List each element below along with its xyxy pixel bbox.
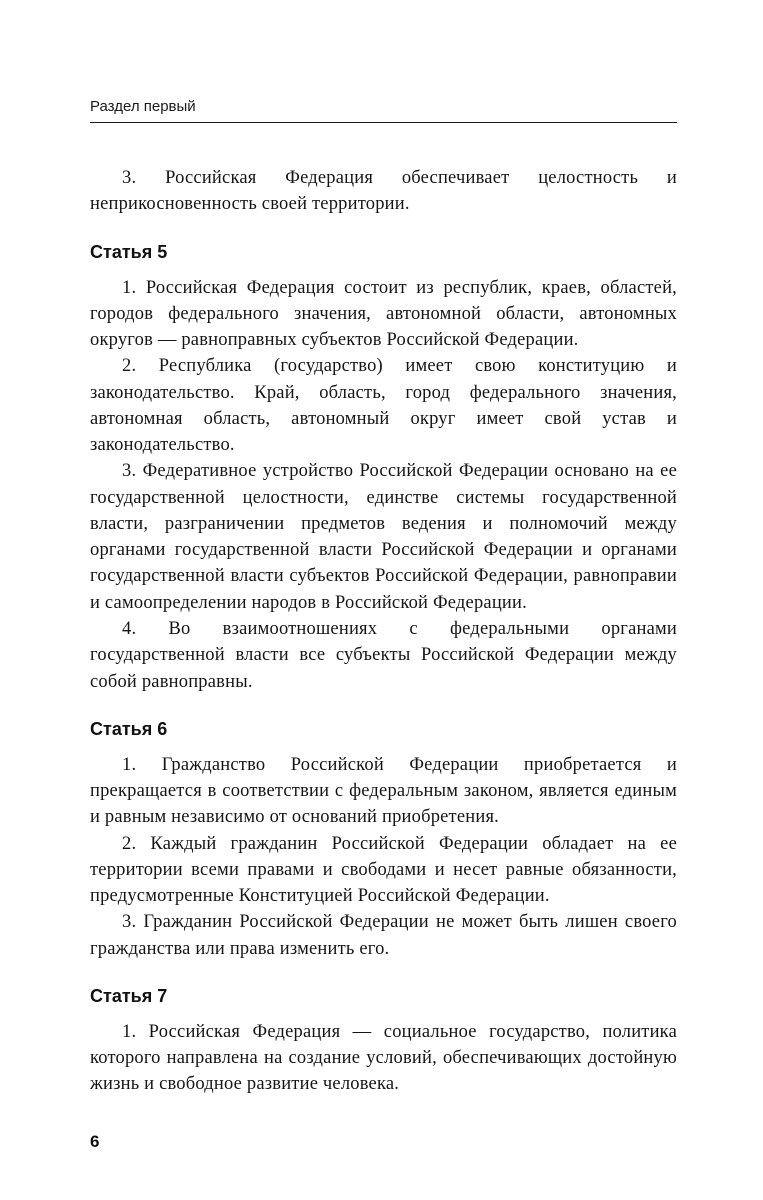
paragraph: 4. Во взаимоотношениях с федеральными органами государственной власти все субъекты Российской Федерации между собой равноправны.	[90, 618, 677, 692]
paragraph: 1. Российская Федерация — социальное государство, политика которого направлена на создание условий, обеспечивающих достойную жизнь и свободное развитие человека.	[90, 1021, 677, 1095]
paragraph: 1. Гражданство Российской Федерации приобретается и прекращается в соответствии с федеральным законом, является единым и равным независимо от оснований приобретения.	[90, 754, 677, 828]
paragraph: 3. Российская Федерация обеспечивает целостность и неприкосновенность своей территории.	[90, 168, 677, 215]
article-heading-5: Статья 5	[90, 241, 168, 262]
paragraph: 2. Республика (государство) имеет свою конституцию и законодательство. Край, область, город федерального значения, автономная область, автономный округ имеет свой устав и законодательство.	[90, 356, 677, 456]
page-number: 6	[90, 1132, 100, 1151]
paragraph: 3. Федеративное устройство Российской Федерации основано на ее государственной целостности, единстве системы государственной власти, разграничении предметов ведения и полномочий между органами государственной власти Российской Федерации и органами государственной власти субъектов Российской Федерации, равноправии и самоопределении народов в Российской Федерации.	[90, 461, 677, 613]
page-content	[90, 98, 677, 1098]
paragraph: 2. Каждый гражданин Российской Федерации обладает на ее территории всеми правами и свободами и несет равные обязанности, предусмотренные Конституцией Российской Федерации.	[90, 833, 677, 907]
paragraph: 3. Гражданин Российской Федерации не может быть лишен своего гражданства или права изменить его.	[90, 912, 677, 959]
article-heading-6: Статья 6	[90, 718, 168, 739]
body-text	[90, 165, 677, 1098]
running-head: Раздел первый	[90, 98, 677, 123]
paragraph: 1. Российская Федерация состоит из республик, краев, областей, городов федерального значения, автономной области, автономных округов — равноправных субъектов Российской Федерации.	[90, 277, 677, 351]
article-heading-7: Статья 7	[90, 985, 168, 1006]
